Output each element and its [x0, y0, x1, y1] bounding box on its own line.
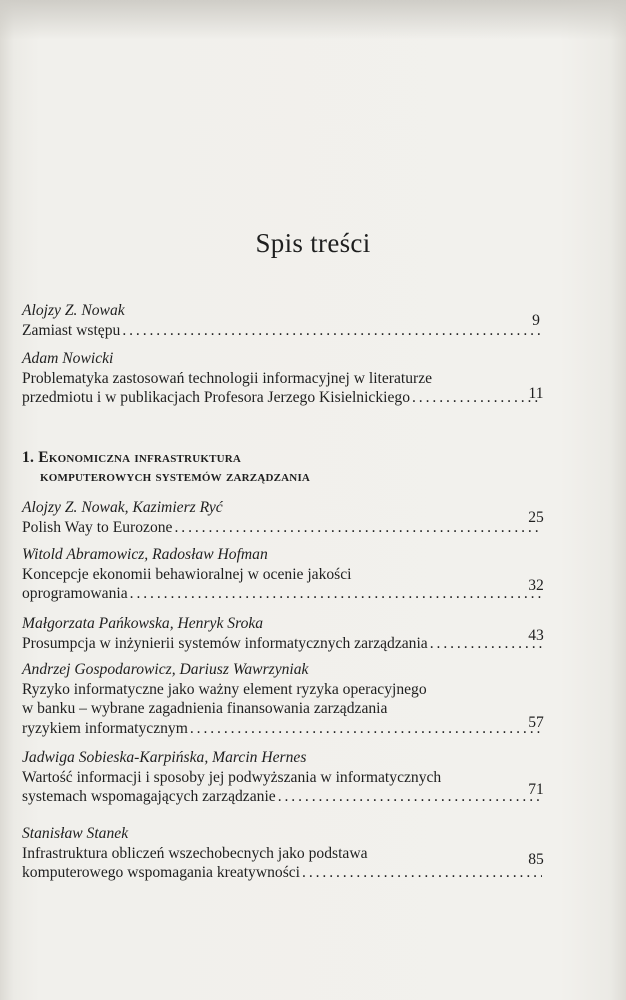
entry-page-number: 25	[528, 509, 544, 526]
entry-title-line: przedmiotu i w publikacjach Profesora Jerzego Kisielnickiego . . .	[22, 388, 542, 408]
section-number: 1.	[22, 449, 35, 466]
entry-author: Stanisław Stanek	[22, 825, 129, 842]
entry-author: Małgorzata Pańkowska, Henryk Sroka	[22, 615, 264, 632]
toc-entry	[22, 498, 542, 537]
entry-title-line: w banku – wybrane zagadnienia finansowania zarządzania	[22, 700, 388, 718]
entry-title-line: Problematyka zastosowań technologii informacyjnej w literaturze	[22, 369, 433, 387]
entry-page-number: 57	[528, 714, 544, 731]
entry-author: Alojzy Z. Nowak, Kazimierz Ryć	[22, 499, 223, 516]
entry-page-number: 11	[528, 385, 544, 402]
entry-title-line: Wartość informacji i sposoby jej podwyższania w informatycznych	[22, 768, 442, 786]
toc-entry	[22, 349, 542, 408]
toc-entry	[22, 301, 542, 340]
entry-author: Jadwiga Sobieska-Karpińska, Marcin Hernes	[22, 749, 307, 766]
entry-title-line: Infrastruktura obliczeń wszechobecnych jako podstawa	[22, 844, 368, 862]
entry-title-line: Ryzyko informatyczne jako ważny element ryzyka operacyjnego	[22, 680, 427, 698]
section-heading	[22, 448, 310, 486]
toc-entry	[22, 748, 542, 807]
toc-entry	[22, 660, 542, 738]
entry-title-line: Polish Way to Eurozone . . .	[22, 518, 542, 538]
entry-author: Andrzej Gospodarowicz, Dariusz Wawrzyniak	[22, 661, 309, 678]
entry-title-line: komputerowego wspomagania kreatywności . . .	[22, 863, 542, 883]
entry-title-line: oprogramowania . . .	[22, 584, 542, 604]
entry-page-number: 43	[528, 627, 544, 644]
page-title: Spis treści	[255, 228, 371, 258]
entry-title-line: systemach wspomagających zarządzanie . . .	[22, 787, 542, 807]
entry-title-line: Prosumpcja w inżynierii systemów informatycznych zarządzania . . .	[22, 634, 542, 654]
toc-entry	[22, 824, 542, 883]
entry-author: Adam Nowicki	[22, 350, 114, 367]
toc-entry	[22, 614, 542, 653]
entry-author: Witold Abramowicz, Radosław Hofman	[22, 546, 268, 563]
section-title-line: Ekonomiczna infrastruktura	[38, 449, 242, 466]
entry-title-line: Zamiast wstępu . . .	[22, 321, 542, 341]
entry-page-number: 85	[528, 851, 544, 868]
entry-page-number: 71	[528, 781, 544, 798]
section-title-line: komputerowych systemów zarządzania	[40, 468, 311, 485]
toc-entry	[22, 545, 542, 604]
entry-author: Alojzy Z. Nowak	[22, 302, 125, 319]
entry-title-line: Koncepcje ekonomii behawioralnej w ocenie jakości	[22, 565, 352, 583]
entry-page-number: 9	[532, 312, 540, 329]
entry-page-number: 32	[528, 577, 544, 594]
entry-title-line: ryzykiem informatycznym . . .	[22, 719, 542, 739]
